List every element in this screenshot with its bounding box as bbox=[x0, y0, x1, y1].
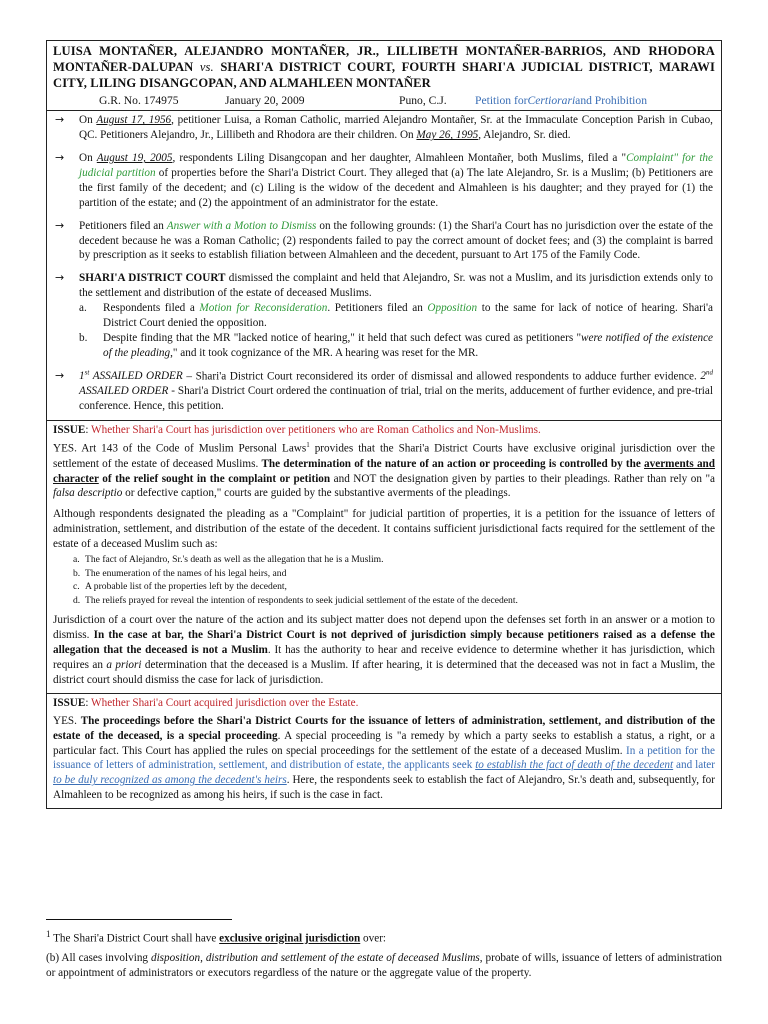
list-item bbox=[53, 580, 715, 594]
arrow-icon: → bbox=[55, 113, 65, 127]
ruling-paragraph: Although respondents designated the pleading as a "Complaint" for judicial partition of properties, it is a petition for the issuance of letters of administration, settlement, and distribution of the estate of the decedent. It contains sufficient jurisdictional facts required for the settlement of the estate of a deceased Muslim such as: bbox=[53, 508, 715, 551]
issue-2-blue-underlined-2: to be duly recognized as among the decedent's heirs bbox=[53, 774, 287, 787]
issue-2-blue-underlined-1: to establish the fact of death of the decedent bbox=[475, 759, 674, 772]
fact-item bbox=[55, 113, 713, 143]
list-item-text: The enumeration of the names of his legal heirs, and bbox=[85, 567, 287, 579]
fact-4a-text-3: to the same for lack of notice of hearing. Shari'a District Court denied the opposition. bbox=[103, 302, 713, 330]
fact-text bbox=[79, 369, 713, 414]
fact-subitem bbox=[79, 331, 713, 361]
fact-2-text-a: On bbox=[79, 152, 97, 165]
footnote-text-b: over: bbox=[360, 932, 387, 945]
issue-1-p3-text-c: determination that the deceased is a Muslim. If after hearing, it is determined that the deceased was not in fact a Muslim, the district court should dismiss the case for lack of jurisdiction. bbox=[53, 659, 716, 686]
footnote-line-2-text-b: , probate of wills, issuance of letters of administration or appointment of administrators or executors regardless of the nature or the aggregate value of the property. bbox=[46, 952, 722, 979]
issue-2-text-c: . Here, the respondents seek to establish the fact of Alejandro, Sr.'s death and, subsequently, for Almahleen to be recognized as among his heirs, if such is the case in fact. bbox=[53, 774, 715, 802]
subitem-letter: b. bbox=[79, 331, 88, 344]
petition-type-post: and Prohibition bbox=[575, 93, 647, 107]
fact-5-order-2: ASSAILED ORDER bbox=[79, 385, 169, 398]
issue-1-falsa-descriptio: falsa descriptio bbox=[53, 487, 123, 500]
issue-1-a-priori: a priori bbox=[106, 659, 142, 672]
footnote-line-2-text-a: (b) All cases involving bbox=[46, 952, 151, 964]
fact-5-text-b: - Shari'a District Court ordered the continuation of trial, trial on the merits, adducement of further evidence, and pre-trial conference. Hence, this petition. bbox=[79, 385, 713, 413]
list-item bbox=[53, 553, 715, 567]
issue-2-blue-1: In a petition for the issuance of letters of administration, settlement, and distribution of estate, the applicants seek bbox=[53, 744, 715, 772]
petition-type bbox=[475, 93, 647, 108]
issue-1-text-d: or defective caption," courts are guided by the substantive averments of the pleadings. bbox=[122, 487, 511, 500]
list-item-letter: b. bbox=[73, 567, 81, 579]
fact-2-complaint: Complaint" for the judicial partition bbox=[79, 152, 713, 180]
gr-number: G.R. No. 174975 bbox=[99, 93, 179, 107]
facts-section bbox=[47, 111, 721, 420]
issue-question: Whether Shari'a Court has jurisdiction over petitioners who are Roman Catholics and Non-Muslims. bbox=[91, 424, 541, 437]
fact-4-court: SHARI'A DISTRICT COURT bbox=[79, 272, 226, 285]
list-item bbox=[53, 594, 715, 608]
issue-heading bbox=[53, 423, 715, 438]
issue-1-p3-text-b: . It has the authority to hear and receive evidence to determine whether it has jurisdiction, which requires an bbox=[53, 644, 715, 672]
jurisdictional-facts-list bbox=[53, 553, 715, 607]
fact-5-text-a: – Shari'a District Court reconsidered its order of dismissal and allowed respondents to adduce further evidence. bbox=[182, 370, 701, 383]
list-item-letter: a. bbox=[73, 553, 80, 565]
fact-text bbox=[79, 219, 713, 264]
fact-2-date: August 19, 2005 bbox=[96, 152, 173, 165]
issue-colon: : bbox=[85, 424, 92, 437]
fact-3-text-a: Petitioners filed an bbox=[79, 219, 167, 232]
fact-4a-text-2: . Petitioners filed an bbox=[327, 302, 428, 315]
issue-section-2 bbox=[47, 693, 721, 808]
fact-text bbox=[79, 271, 713, 360]
ruling-paragraph bbox=[53, 714, 715, 803]
issue-1-bold-2: of the relief sought in the complaint or petition bbox=[98, 472, 331, 485]
list-item bbox=[53, 567, 715, 581]
issue-1-text-a: YES. Art 143 of the Code of Muslim Personal Laws bbox=[53, 442, 307, 455]
fact-1-date-2: May 26, 1995 bbox=[416, 129, 479, 142]
case-title-respondents: SHARI'A DISTRICT COURT, FOURTH SHARI'A JUDICIAL DISTRICT, MARAWI CITY, LILING DISANGCOPAN, AND ALMAHLEEN MONTAÑER bbox=[53, 59, 715, 90]
fact-3-answer: Answer with a Motion to Dismiss bbox=[166, 219, 317, 232]
fact-4b-text-2: ," and it took cognizance of the MR. A hearing was reset for the MR. bbox=[170, 346, 479, 359]
list-item-letter: d. bbox=[73, 594, 81, 606]
fact-4-text: dismissed the complaint and held that Alejandro, Sr. was not a Muslim, and its jurisdiction extends only to the settlement and distribution of the estate of deceased Muslims. bbox=[79, 272, 713, 300]
footnote-number: 1 bbox=[46, 929, 51, 939]
fact-item bbox=[55, 151, 713, 211]
case-title-petitioners: LUISA MONTAÑER, ALEJANDRO MONTAÑER, JR., LILLIBETH MONTAÑER-BARRIOS, AND RHODORA MONTAÑER-DALUPAN bbox=[53, 44, 715, 74]
subitem-text bbox=[103, 331, 713, 361]
list-item-text: The reliefs prayed for reveal the intention of respondents to seek judicial settlement of the estate of the decedent. bbox=[85, 594, 518, 606]
arrow-icon: → bbox=[55, 151, 65, 165]
list-item-letter: c. bbox=[73, 581, 80, 593]
fact-item bbox=[55, 369, 713, 414]
issue-1-text-c: and NOT the designation given by parties to their pleadings. Rather than rely on "a bbox=[330, 472, 715, 485]
footnote-emphasis: exclusive original jurisdiction bbox=[219, 932, 361, 945]
issue-1-bold-underlined: averments and character bbox=[53, 457, 715, 485]
fact-4b-text-1: Despite finding that the MR "lacked notice of hearing," it held that such defect was cured as petitioners " bbox=[103, 331, 582, 344]
fact-item bbox=[55, 219, 713, 264]
issue-label: ISSUE bbox=[53, 424, 86, 437]
subitem-letter: a. bbox=[79, 302, 87, 315]
fact-1-text-b: , petitioner Luisa, a Roman Catholic, married Alejandro Montañer, Sr. at the Immaculate Conception Parish in Cubao, QC. Petitioners Alejandro, Jr., Lillibeth and Rhodora are their children. On bbox=[79, 114, 713, 142]
fact-4a-opposition: Opposition bbox=[427, 302, 478, 315]
subitem-text bbox=[103, 301, 713, 331]
decision-date: January 20, 2009 bbox=[225, 93, 305, 107]
case-digest bbox=[46, 40, 722, 809]
issue-2-bold: The proceedings before the Shari'a District Courts for the issuance of letters of administration, settlement, and distribution of the estate of the deceased, is a special proceeding bbox=[53, 714, 715, 742]
footnote-ref[interactable]: 1 bbox=[306, 441, 310, 450]
fact-1-text-a: On bbox=[79, 114, 97, 127]
arrow-icon: → bbox=[55, 271, 65, 285]
ponente: Puno, C.J. bbox=[399, 93, 447, 107]
fact-item bbox=[55, 271, 713, 360]
footnote-divider bbox=[46, 919, 232, 920]
petition-type-pre: Petition for bbox=[475, 93, 528, 107]
issue-colon: : bbox=[85, 696, 92, 709]
fact-2-text-c: of properties before the Shari'a District Court. They alleged that (a) The late Alejandro, Sr. is a Muslim; (b) Petitioners are the first family of the decedent; and (c) Liling is the widow of the decedent and Almahleen is his daughter; and they prayed for (1) the partition of the estate; and (2) the appointment of an administrator for the estate. bbox=[79, 167, 713, 209]
fact-4a-mr: Motion for Reconsideration bbox=[199, 302, 328, 315]
case-title bbox=[47, 41, 721, 92]
footnote-line-2-italic: disposition, distribution and settlement of the estate of deceased Muslims bbox=[150, 952, 480, 964]
fact-5-ordinal-1: 1 bbox=[79, 370, 85, 383]
issue-label: ISSUE bbox=[53, 696, 86, 709]
fact-text bbox=[79, 151, 713, 211]
fact-subitem bbox=[79, 301, 713, 331]
fact-5-ordinal-suffix-2: nd bbox=[706, 368, 713, 377]
fact-1-text-c: , Alejandro, Sr. died. bbox=[478, 129, 571, 142]
fact-4-main bbox=[79, 271, 713, 301]
footnote-line-1 bbox=[46, 929, 722, 947]
issue-section-1 bbox=[47, 420, 721, 693]
fact-5-ordinal-2: 2 bbox=[700, 370, 706, 383]
issue-question: Whether Shari'a Court acquired jurisdiction over the Estate. bbox=[91, 696, 359, 709]
fact-1-date: August 17, 1956 bbox=[96, 114, 172, 127]
issue-heading bbox=[53, 696, 715, 711]
ruling-paragraph bbox=[53, 613, 715, 687]
issue-1-p3-text-a: Jurisdiction of a court over the nature of the action and its subject matter does not depend upon the defenses set forth in an answer or a motion to dismiss. bbox=[53, 614, 715, 642]
fact-5-order-1: ASSAILED ORDER bbox=[89, 370, 183, 383]
issue-2-text-a: YES. bbox=[53, 714, 81, 727]
footnote-text-a: The Shari'a District Court shall have bbox=[50, 932, 220, 945]
case-title-versus: vs. bbox=[199, 59, 214, 74]
arrow-icon: → bbox=[55, 218, 65, 232]
fact-5-ordinal-suffix-1: st bbox=[84, 368, 90, 377]
ruling-paragraph bbox=[53, 441, 715, 501]
fact-text bbox=[79, 113, 713, 143]
petition-type-certiorari: Certiorari bbox=[527, 93, 576, 107]
fact-2-text-b: , respondents Liling Disangcopan and her daughter, Almahleen Montañer, both Muslims, filed a " bbox=[172, 152, 627, 165]
fact-4b-quote: were notified of the existence of the pleading bbox=[103, 331, 713, 359]
issue-1-bold-1: The determination of the nature of an action or proceeding is controlled by the bbox=[261, 457, 645, 470]
arrow-icon: → bbox=[55, 368, 65, 382]
issue-1-text-b: provides that the Shari'a District Courts have exclusive original jurisdiction over the settlement of the estate of deceased Muslims. bbox=[53, 442, 715, 470]
list-item-text: The fact of Alejandro, Sr.'s death as well as the allegation that he is a Muslim. bbox=[85, 553, 384, 565]
fact-3-text-b: on the following grounds: (1) the Shari'a Court has no jurisdiction over the estate of the decedent because he was a Roman Catholic; (2) respondents failed to pay the correct amount of docket fees; and (3) the complaint is barred by prescription as it seeks to establish filiation between Almahleen and the decedent, pursuant to Art 175 of the Family Code. bbox=[79, 219, 713, 262]
issue-2-blue-2: and later bbox=[673, 759, 715, 772]
list-item-text: A probable list of the properties left by the decedent, bbox=[85, 581, 287, 593]
issue-1-p3-bold: In the case at bar, the Shari'a District Court is not deprived of jurisdiction simply because petitioners raised as a defense the allegation that the deceased is not a Muslim bbox=[53, 629, 715, 657]
case-meta bbox=[47, 92, 721, 111]
footnote-line-2 bbox=[46, 951, 722, 981]
fact-4a-text-1: Respondents filed a bbox=[103, 302, 200, 315]
issue-2-text-b: . A special proceeding is "a remedy by which a party seeks to establish a status, a right, or a particular fact. This Court has applied the rules on special proceedings for the settlement of the estate of a deceased Muslim. bbox=[53, 729, 715, 757]
